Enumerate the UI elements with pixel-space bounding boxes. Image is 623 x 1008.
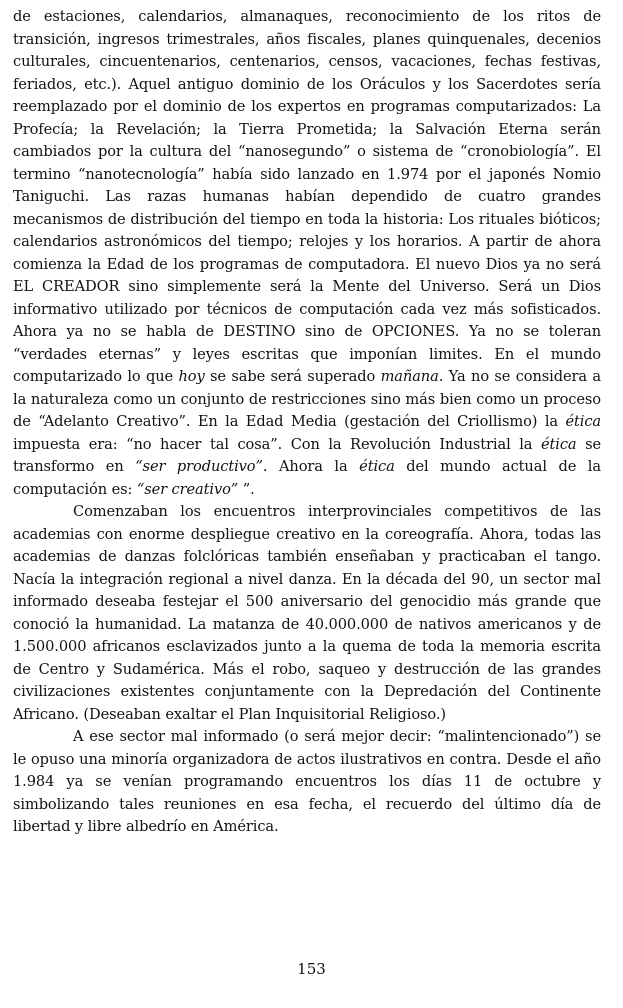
text-run: se sabe será superado xyxy=(204,368,381,385)
text-run: se transformo en xyxy=(13,435,601,475)
text-run: ”. xyxy=(238,480,255,498)
text-run: . Ya no se considera a la naturaleza como un conjunto de restricciones sino más bien como un proceso de “Adelanto Creativo”. En la Edad Media (gestación del Criollismo) la xyxy=(13,368,601,430)
paragraph xyxy=(13,726,601,839)
italic-text: ética xyxy=(359,458,395,475)
text-run: de estaciones, calendarios, almanaques, reconocimiento de los ritos de transición, ingresos trimestrales, años fiscales, planes quinquenales, decenios culturales, cincuentenarios, centenarios, censos, vacaciones, fechas festivas, feriados, etc.). Aquel antiguo dominio de los Oráculos y los Sacerdotes sería reemplazado por el dominio de los expertos en programas computarizados: La Profecía; la Revelación; la Tierra Prometida; la Salvación Eterna serán cambiados por la cultura del “nanosegundo” o sistema de “cronobiología”. El termino “nanotecnología” había sido lanzado en 1.974 por el japonés Nomio Taniguchi. Las razas humanas habían dependido de cuatro grandes mecanismos de distribución del tiempo en toda la historia: Los rituales bióticos; calendarios astronómicos del tiempo; relojes y los horarios. A partir de ahora comienza la Edad de los programas de computadora. El nuevo Dios ya no será EL CREADOR sino simplemente será la Mente del Universo. Será un Dios informativo utilizado por técnicos de computación cada vez más sofisticados. Ahora ya no se habla de DESTINO sino de OPCIONES. Ya no se toleran “verdades eternas” y leyes escritas que imponían limites. En el mundo computarizado lo que xyxy=(13,8,601,385)
text-run: Comenzaban los encuentros interprovinciales competitivos de las academias con enorme despliegue creativo en la coreografía. Ahora, todas las academias de danzas folclóricas también enseñaban y practicaban el tango. Nacía la integración regional a nivel danza. En la década del 90, un sector mal informado deseaba festejar el 500 aniversario del genocidio más grande que conoció la humanidad. La matanza de 40.000.000 de nativos americanos y de 1.500.000 africanos esclavizados junto a la quema de toda la memoria escrita de Centro y Sudamérica. Más el robo, saqueo y destrucción de las grandes civilizaciones existentes conjuntamente con la Depredación del Continente Africano. (Deseaban exaltar el Plan Inquisitorial Religioso.) xyxy=(13,503,601,723)
italic-text: mañana xyxy=(380,368,439,385)
body-text xyxy=(13,6,601,839)
text-run: impuesta era: “no hacer tal cosa”. Con la Revolución Industrial la xyxy=(13,435,541,453)
text-run: A ese sector mal informado (o será mejor decir: “malintencionado”) se le opuso una minoría organizadora de actos ilustrativos en contra. Desde el año 1.984 ya se venían programando encuentros los días 11 de octubre y simbolizando tales reuniones en esa fecha, el recuerdo del último día de libertad y libre albedrío en América. xyxy=(13,728,601,835)
italic-text: ética xyxy=(565,413,601,430)
text-run: . Ahora la xyxy=(262,458,360,475)
paragraph xyxy=(13,6,601,501)
italic-text: “ser productivo” xyxy=(135,458,263,475)
text-run: del mundo actual de la computación es: xyxy=(13,458,601,498)
page-number: 153 xyxy=(297,960,326,978)
italic-text: “ser creativo” xyxy=(136,480,239,498)
paragraph xyxy=(13,501,601,726)
italic-text: ética xyxy=(540,435,577,453)
italic-text: hoy xyxy=(178,368,205,385)
